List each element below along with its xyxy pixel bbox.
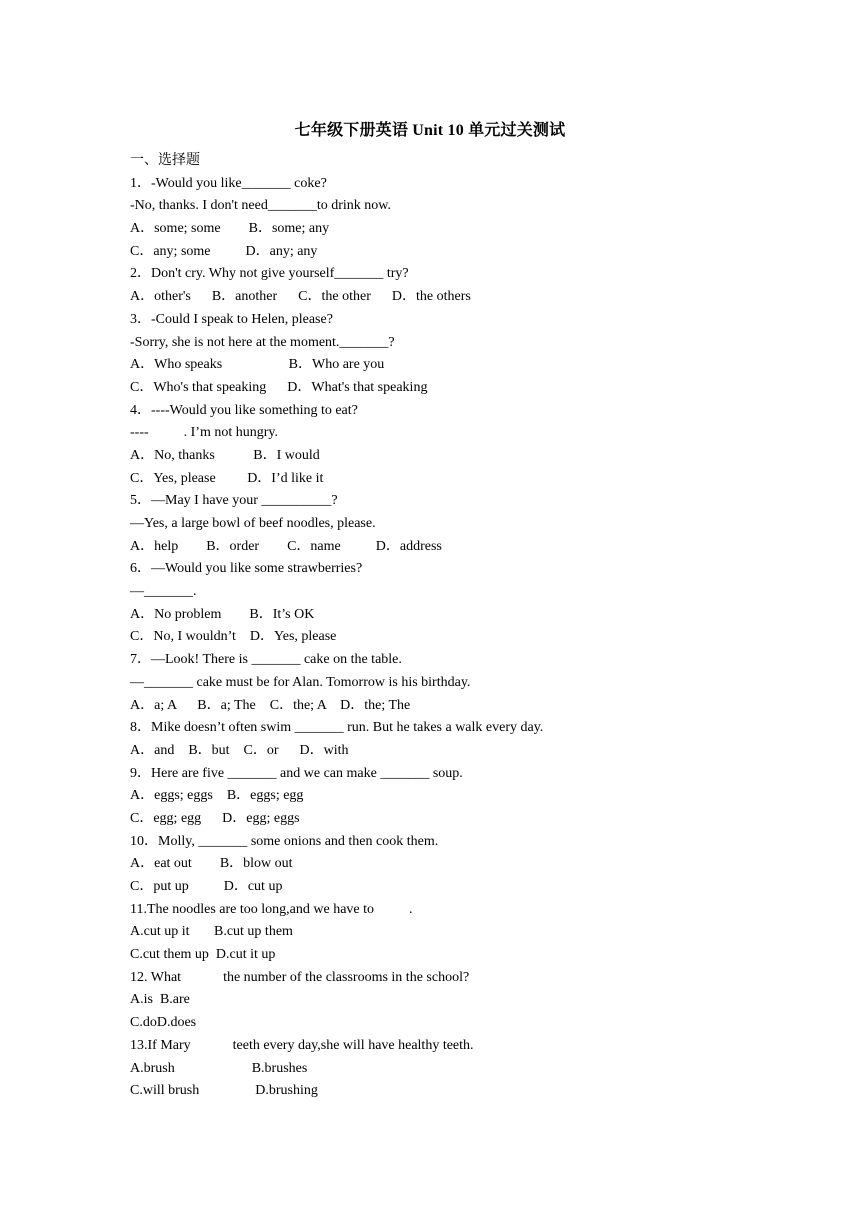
text-line: -No, thanks. I don't need_______to drink now. xyxy=(130,198,391,214)
text-line: A.is B.are xyxy=(130,992,190,1008)
page-title: 七年级下册英语 Unit 10 单元过关测试 xyxy=(294,122,566,139)
text-line: C.cut them up D.cut it up xyxy=(130,947,276,963)
text-line: A.brush B.brushes xyxy=(130,1060,308,1076)
text-line: 1．-Would you like_______ coke? xyxy=(130,175,327,191)
text-line: 3．-Could I speak to Helen, please? xyxy=(130,311,333,327)
text-line: 12. What the number of the classrooms in the school? xyxy=(130,969,470,985)
text-line: C.doD.does xyxy=(130,1015,197,1031)
text-line: 6．—Would you like some strawberries? xyxy=(130,561,363,577)
text-line: C．No, I wouldn’t D．Yes, please xyxy=(130,629,337,645)
text-line: —_______. xyxy=(130,584,197,600)
text-line: A．other's B．another C．the other D．the others xyxy=(130,289,471,305)
text-line: 13.If Mary teeth every day,she will have healthy teeth. xyxy=(130,1037,474,1053)
text-line: -Sorry, she is not here at the moment._______? xyxy=(130,334,395,350)
text-line: C.will brush D.brushing xyxy=(130,1083,318,1099)
text-line: A．No, thanks B．I would xyxy=(130,447,320,463)
text-line: A．Who speaks B．Who are you xyxy=(130,357,385,373)
text-line: A.cut up it B.cut up them xyxy=(130,924,293,940)
text-line: A．some; some B．some; any xyxy=(130,221,330,237)
text-line: —Yes, a large bowl of beef noodles, please. xyxy=(130,516,376,531)
text-line: 8．Mike doesn’t often swim _______ run. But he takes a walk every day. xyxy=(130,720,544,736)
text-line: 2．Don't cry. Why not give yourself_______ try? xyxy=(130,266,409,282)
text-line: A．and B．but C．or D．with xyxy=(130,742,349,758)
text-line: 5．—May I have your __________? xyxy=(130,493,338,509)
text-line: A．eggs; eggs B．eggs; egg xyxy=(130,788,304,804)
section-heading: 一、选择题 xyxy=(130,153,200,168)
text-line: C．put up D．cut up xyxy=(130,879,283,894)
text-line: 11.The noodles are too long,and we have to . xyxy=(130,901,413,917)
text-line: A．a; A B．a; The C．the; A D．the; The xyxy=(130,697,411,713)
question-list xyxy=(130,150,750,1103)
text-line: A．eat out B．blow out xyxy=(130,856,293,872)
text-line: C．egg; egg D．egg; eggs xyxy=(130,810,300,826)
text-line: —_______ cake must be for Alan. Tomorrow is his birthday. xyxy=(130,674,471,690)
text-line: A．No problem B．It’s OK xyxy=(130,606,315,622)
text-line: 4．----Would you like something to eat? xyxy=(130,402,358,418)
text-line: C．Who's that speaking D．What's that speaking xyxy=(130,379,428,395)
text-line: 10．Molly, _______ some onions and then cook them. xyxy=(130,833,439,849)
text-line: 7．—Look! There is _______ cake on the table. xyxy=(130,652,402,668)
text-line: C．Yes, please D．I’d like it xyxy=(130,470,324,486)
text-line: ---- . I’m not hungry. xyxy=(130,425,279,441)
text-line: C．any; some D．any; any xyxy=(130,243,318,259)
text-line: A．help B．order C．name D．address xyxy=(130,538,442,554)
text-line: 9．Here are five _______ and we can make _______ soup. xyxy=(130,765,463,781)
